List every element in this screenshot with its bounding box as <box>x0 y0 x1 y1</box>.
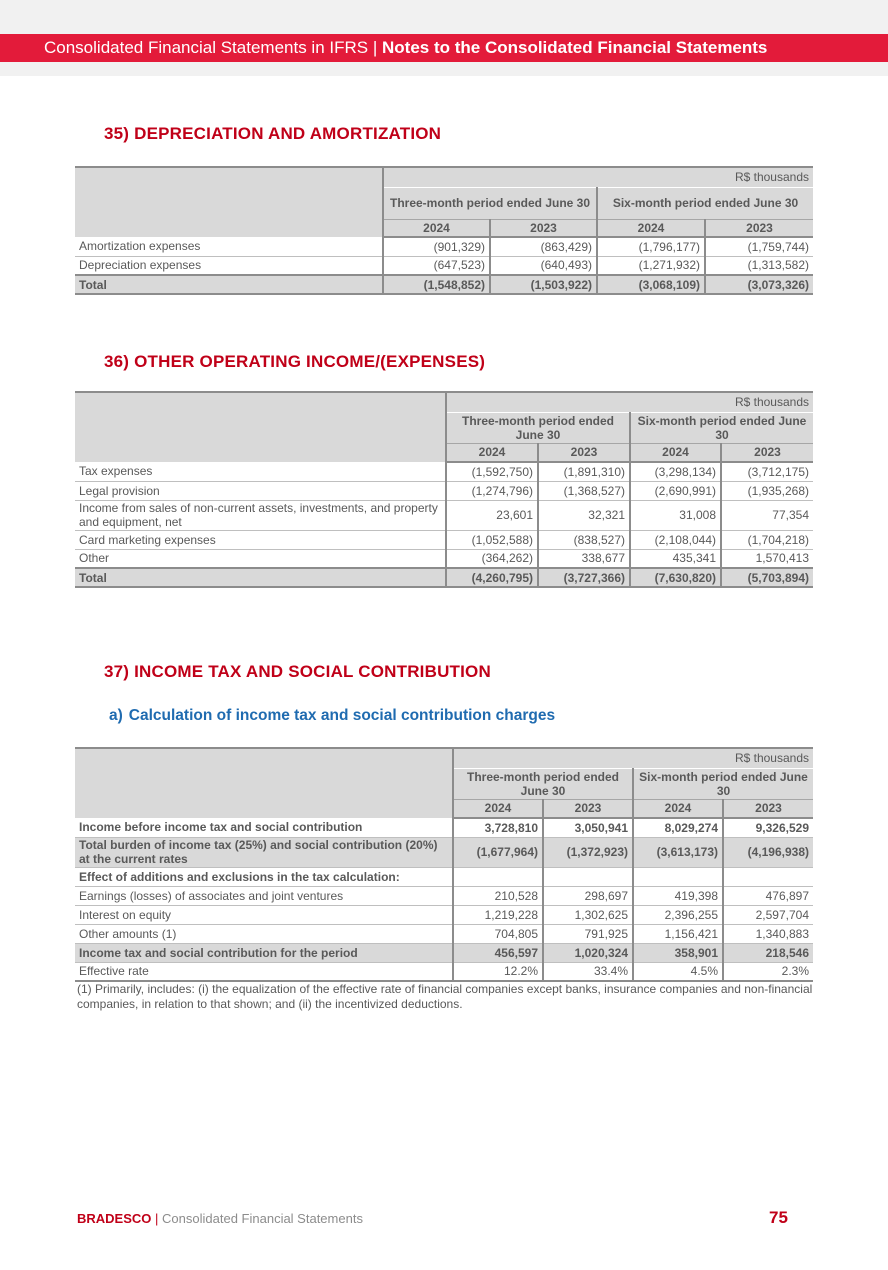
row-label: Income tax and social contribution for the period <box>75 943 453 962</box>
page-number: 75 <box>769 1208 788 1227</box>
table-header-blank <box>75 392 446 462</box>
table-header-blank <box>75 748 453 818</box>
row-label: Interest on equity <box>75 905 453 924</box>
table-row <box>75 837 813 867</box>
year-header: 2023 <box>543 799 633 818</box>
subsection-title-a <box>109 707 555 725</box>
cell-value: 456,597 <box>453 943 543 962</box>
cell-value: (863,429) <box>490 237 597 256</box>
cell-value: (1,592,750) <box>446 462 538 481</box>
period-header-three-month: Three-month period ended June 30 <box>446 412 630 443</box>
table-row <box>75 924 813 943</box>
cell-value: 33.4% <box>543 962 633 981</box>
cell-value: (1,313,582) <box>705 256 813 275</box>
cell-value: 435,341 <box>630 549 721 568</box>
footnote: (1) Primarily, includes: (i) the equalization of the effective rate of financial companies except banks, insurance companies and non-financial companies, in relation to that shown; and (ii) the incentivized deductions. <box>77 982 813 1011</box>
row-label: Total burden of income tax (25%) and social contribution (20%) at the current rates <box>75 837 453 867</box>
cell-value: (1,548,852) <box>383 275 490 294</box>
cell-value: 1,570,413 <box>721 549 813 568</box>
table-row <box>75 462 813 481</box>
table-row <box>75 905 813 924</box>
cell-value: 704,805 <box>453 924 543 943</box>
header-bar <box>0 34 888 62</box>
subsection-text: Calculation of income tax and social contribution charges <box>128 707 556 724</box>
row-label: Income before income tax and social contribution <box>75 818 453 837</box>
cell-value: (1,271,932) <box>597 256 705 275</box>
row-label: Effect of additions and exclusions in the tax calculation: <box>75 867 453 886</box>
sub-band <box>0 62 888 76</box>
year-header: 2024 <box>597 219 705 237</box>
cell-value: 1,302,625 <box>543 905 633 924</box>
cell-value: 1,020,324 <box>543 943 633 962</box>
table-row <box>75 549 813 568</box>
cell-value: 1,219,228 <box>453 905 543 924</box>
header-left-text: Consolidated Financial Statements in IFRS <box>44 38 369 57</box>
row-label: Total <box>75 568 446 587</box>
table-row <box>75 481 813 500</box>
cell-empty <box>543 867 633 886</box>
year-header: 2023 <box>490 219 597 237</box>
cell-value: (2,690,991) <box>630 481 721 500</box>
period-header-six-month: Six-month period ended June 30 <box>597 187 813 219</box>
year-header: 2024 <box>446 443 538 462</box>
year-header: 2024 <box>383 219 490 237</box>
table-row <box>75 818 813 837</box>
cell-value: 77,354 <box>721 500 813 530</box>
cell-value: 2,396,255 <box>633 905 723 924</box>
row-label: Legal provision <box>75 481 446 500</box>
cell-value: 791,925 <box>543 924 633 943</box>
table-row <box>75 530 813 549</box>
table-row <box>75 500 813 530</box>
cell-value: 32,321 <box>538 500 630 530</box>
cell-value: (5,703,894) <box>721 568 813 587</box>
year-header: 2024 <box>633 799 723 818</box>
cell-value: (1,796,177) <box>597 237 705 256</box>
top-band <box>0 0 888 34</box>
cell-value: (1,052,588) <box>446 530 538 549</box>
cell-value: 4.5% <box>633 962 723 981</box>
cell-empty <box>453 867 543 886</box>
cell-value: 298,697 <box>543 886 633 905</box>
cell-value: 218,546 <box>723 943 813 962</box>
year-header: 2023 <box>705 219 813 237</box>
footer-brand: BRADESCO <box>77 1211 152 1226</box>
header-right-text: Notes to the Consolidated Financial Statements <box>382 38 768 57</box>
unit-label: R$ thousands <box>453 748 813 768</box>
row-label: Effective rate <box>75 962 453 981</box>
cell-value: (3,613,173) <box>633 837 723 867</box>
table-row <box>75 962 813 981</box>
cell-value: 2,597,704 <box>723 905 813 924</box>
cell-value: (1,368,527) <box>538 481 630 500</box>
cell-value: (1,891,310) <box>538 462 630 481</box>
cell-value: (4,260,795) <box>446 568 538 587</box>
cell-value: 23,601 <box>446 500 538 530</box>
cell-value: 338,677 <box>538 549 630 568</box>
table-total-row <box>75 275 813 294</box>
cell-value: (1,274,796) <box>446 481 538 500</box>
table-row <box>75 943 813 962</box>
cell-value: 358,901 <box>633 943 723 962</box>
footer <box>77 1211 363 1226</box>
cell-value: (901,329) <box>383 237 490 256</box>
table-other-operating-income <box>75 391 813 588</box>
unit-label: R$ thousands <box>446 392 813 412</box>
table-row <box>75 237 813 256</box>
footer-separator: | <box>155 1211 159 1226</box>
cell-value: (3,298,134) <box>630 462 721 481</box>
cell-value: (640,493) <box>490 256 597 275</box>
cell-value: (1,759,744) <box>705 237 813 256</box>
section-title-36: 36) OTHER OPERATING INCOME/(EXPENSES) <box>104 352 486 371</box>
cell-value: (1,503,922) <box>490 275 597 294</box>
section-title-37: 37) INCOME TAX AND SOCIAL CONTRIBUTION <box>104 662 491 681</box>
cell-value: 31,008 <box>630 500 721 530</box>
table-row <box>75 886 813 905</box>
row-label: Tax expenses <box>75 462 446 481</box>
year-header: 2024 <box>630 443 721 462</box>
cell-value: (838,527) <box>538 530 630 549</box>
cell-value: 1,340,883 <box>723 924 813 943</box>
cell-value: (3,712,175) <box>721 462 813 481</box>
section-title-35: 35) DEPRECIATION AND AMORTIZATION <box>104 124 442 143</box>
subsection-letter: a) <box>109 707 123 724</box>
cell-value: 2.3% <box>723 962 813 981</box>
footer-text: Consolidated Financial Statements <box>162 1211 363 1226</box>
cell-value: 476,897 <box>723 886 813 905</box>
cell-value: (364,262) <box>446 549 538 568</box>
table-row <box>75 256 813 275</box>
row-label: Other <box>75 549 446 568</box>
year-header: 2024 <box>453 799 543 818</box>
cell-value: 12.2% <box>453 962 543 981</box>
cell-value: 9,326,529 <box>723 818 813 837</box>
row-label: Depreciation expenses <box>75 256 383 275</box>
cell-value: 8,029,274 <box>633 818 723 837</box>
cell-value: (2,108,044) <box>630 530 721 549</box>
cell-value: 3,050,941 <box>543 818 633 837</box>
cell-value: (3,727,366) <box>538 568 630 587</box>
table-header-blank <box>75 167 383 237</box>
table-depreciation-amortization <box>75 166 813 295</box>
cell-empty <box>723 867 813 886</box>
header-separator: | <box>372 38 378 57</box>
cell-value: 210,528 <box>453 886 543 905</box>
year-header: 2023 <box>723 799 813 818</box>
row-label: Total <box>75 275 383 294</box>
period-header-three-month: Three-month period ended June 30 <box>453 768 633 799</box>
cell-value: (1,935,268) <box>721 481 813 500</box>
cell-value: (7,630,820) <box>630 568 721 587</box>
cell-value: (1,704,218) <box>721 530 813 549</box>
row-label: Other amounts (1) <box>75 924 453 943</box>
unit-label: R$ thousands <box>383 167 813 187</box>
table-row <box>75 867 813 886</box>
year-header: 2023 <box>538 443 630 462</box>
cell-value: (3,073,326) <box>705 275 813 294</box>
cell-value: (1,372,923) <box>543 837 633 867</box>
row-label: Amortization expenses <box>75 237 383 256</box>
table-income-tax <box>75 747 813 982</box>
cell-value: (647,523) <box>383 256 490 275</box>
year-header: 2023 <box>721 443 813 462</box>
cell-value: 3,728,810 <box>453 818 543 837</box>
period-header-three-month: Three-month period ended June 30 <box>383 187 597 219</box>
table-total-row <box>75 568 813 587</box>
cell-value: (1,677,964) <box>453 837 543 867</box>
cell-value: 419,398 <box>633 886 723 905</box>
cell-value: (3,068,109) <box>597 275 705 294</box>
row-label: Card marketing expenses <box>75 530 446 549</box>
row-label: Income from sales of non-current assets, investments, and property and equipment, net <box>75 500 446 530</box>
row-label: Earnings (losses) of associates and joint ventures <box>75 886 453 905</box>
cell-empty <box>633 867 723 886</box>
period-header-six-month: Six-month period ended June 30 <box>630 412 813 443</box>
cell-value: (4,196,938) <box>723 837 813 867</box>
period-header-six-month: Six-month period ended June 30 <box>633 768 813 799</box>
cell-value: 1,156,421 <box>633 924 723 943</box>
